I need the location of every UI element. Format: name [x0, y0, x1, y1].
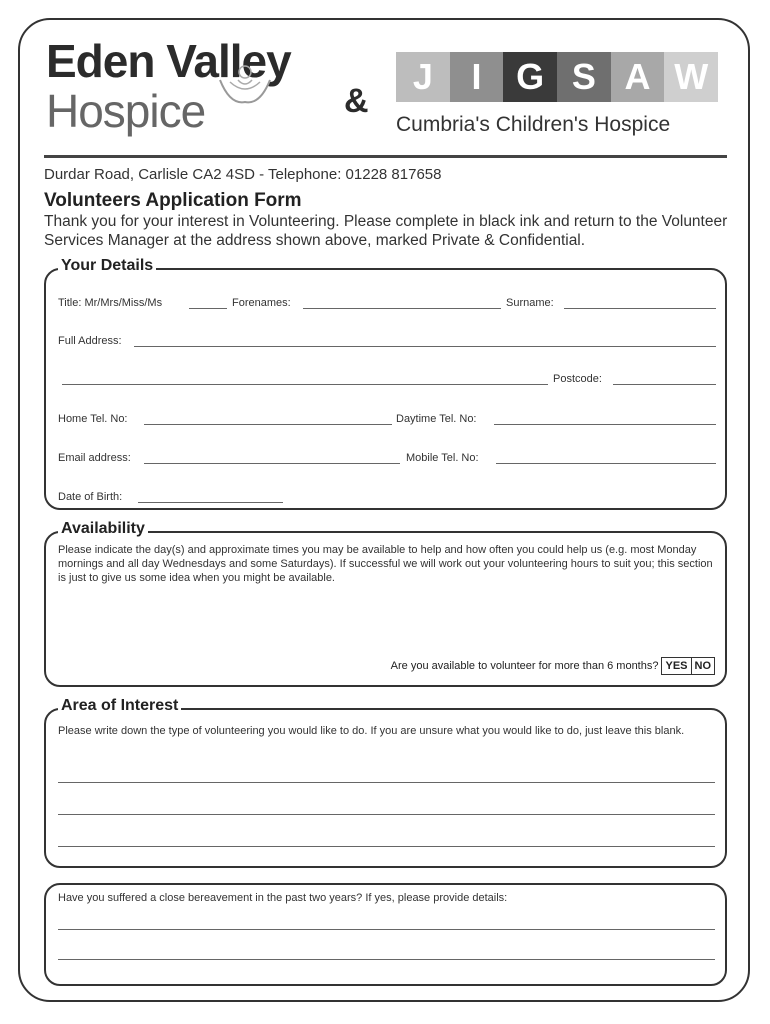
interest-line-3[interactable]: [58, 846, 715, 847]
jigsaw-letter: A: [611, 52, 665, 102]
surname-field[interactable]: [564, 308, 716, 309]
dob-label: Date of Birth:: [58, 491, 123, 503]
eden-logo-line1: Eden Valley: [46, 35, 291, 87]
postcode-field[interactable]: [613, 384, 716, 385]
email-label: Email address:: [58, 452, 131, 464]
address-line-2[interactable]: [62, 384, 548, 385]
daytime-tel-label: Daytime Tel. No:: [396, 413, 477, 425]
jigsaw-letter: W: [664, 52, 718, 102]
area-of-interest-title: Area of Interest: [58, 697, 181, 715]
jigsaw-logo: [396, 52, 718, 102]
form-title: Volunteers Application Form: [44, 190, 302, 211]
six-months-label: Are you available to volunteer for more than 6 months?: [390, 660, 659, 672]
availability-text: Please indicate the day(s) and approximate times you may be available to help and how often you could help us (e.g. most Monday mornings and all day Wednesdays and some Saturdays). If successful we will work out your volunteering hours to suit you; this section is just to give us some idea when you might be available.: [58, 544, 713, 584]
ampersand: &: [344, 82, 369, 120]
bereavement-line-1[interactable]: [58, 929, 715, 930]
title-field[interactable]: [189, 308, 227, 309]
jigsaw-letter: I: [450, 52, 504, 102]
jigsaw-letter: G: [503, 52, 557, 102]
home-tel-field[interactable]: [144, 424, 392, 425]
yes-checkbox[interactable]: YES: [661, 657, 691, 675]
your-details-section: [44, 257, 727, 510]
eden-logo-line2: Hospice: [46, 85, 206, 137]
six-months-question: [391, 657, 715, 675]
email-field[interactable]: [144, 463, 400, 464]
jigsaw-letter: S: [557, 52, 611, 102]
interest-line-1[interactable]: [58, 782, 715, 783]
forenames-label: Forenames:: [232, 297, 291, 309]
no-checkbox[interactable]: NO: [692, 657, 716, 675]
full-address-label: Full Address:: [58, 335, 122, 347]
hospice-address: Durdar Road, Carlisle CA2 4SD - Telephone: 01228 817658: [44, 166, 442, 183]
availability-section: [44, 520, 727, 687]
forenames-field[interactable]: [303, 308, 501, 309]
daytime-tel-field[interactable]: [494, 424, 716, 425]
your-details-title: Your Details: [58, 257, 156, 275]
bereavement-text: Have you suffered a close bereavement in the past two years? If yes, please provide details:: [58, 892, 508, 904]
jigsaw-letter: J: [396, 52, 450, 102]
hands-heart-icon: [210, 50, 280, 110]
area-of-interest-text: Please write down the type of volunteering you would like to do. If you are unsure what you would like to do, just leave this blank.: [58, 725, 685, 737]
interest-line-2[interactable]: [58, 814, 715, 815]
header-rule: [44, 155, 727, 158]
bereavement-section: [44, 883, 727, 986]
dob-field[interactable]: [138, 502, 283, 503]
address-line-1[interactable]: [134, 346, 716, 347]
area-of-interest-section: [44, 697, 727, 868]
form-intro: Thank you for your interest in Volunteering. Please complete in black ink and return to the Volunteer Services Manager at the address shown above, marked Private & Confidential.: [44, 213, 728, 249]
title-label: Title: Mr/Mrs/Miss/Ms: [58, 297, 163, 309]
availability-title: Availability: [58, 520, 148, 538]
surname-label: Surname:: [506, 297, 554, 309]
jigsaw-subtitle: Cumbria's Children's Hospice: [396, 113, 671, 136]
home-tel-label: Home Tel. No:: [58, 413, 128, 425]
bereavement-line-2[interactable]: [58, 959, 715, 960]
mobile-tel-label: Mobile Tel. No:: [406, 452, 479, 464]
mobile-tel-field[interactable]: [496, 463, 716, 464]
postcode-label: Postcode:: [553, 373, 602, 385]
